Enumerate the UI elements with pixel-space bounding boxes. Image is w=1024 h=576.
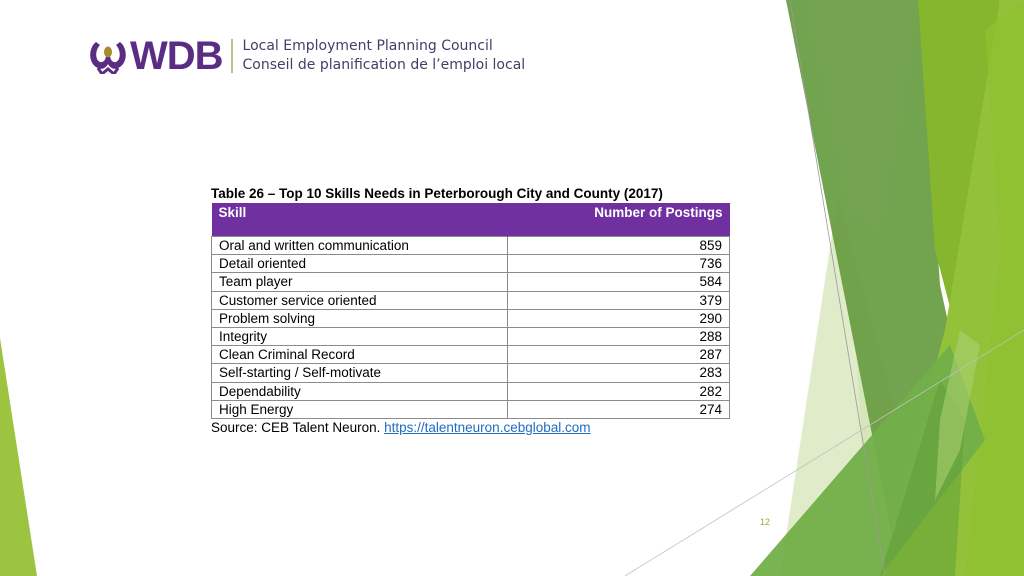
source-label: Source: CEB Talent Neuron.: [211, 419, 381, 435]
postings-cell: 736: [508, 255, 730, 273]
table-row: [212, 255, 730, 273]
table-row: [212, 237, 730, 255]
table-row: [212, 273, 730, 291]
postings-cell: 379: [508, 291, 730, 309]
postings-cell: 859: [508, 237, 730, 255]
skills-table: [211, 203, 730, 419]
column-header-skill: Skill: [212, 203, 508, 237]
postings-cell: 287: [508, 346, 730, 364]
wdb-logo-mark-icon: [88, 38, 128, 74]
postings-cell: 288: [508, 327, 730, 345]
postings-cell: 290: [508, 309, 730, 327]
table-caption: Table 26 – Top 10 Skills Needs in Peterborough City and County (2017): [211, 186, 663, 201]
skill-cell: High Energy: [212, 400, 508, 418]
logo-acronym: WDB: [130, 34, 223, 78]
wdb-logo: [88, 36, 525, 76]
source-link[interactable]: https://talentneuron.cebglobal.com: [384, 419, 591, 435]
org-name: [243, 37, 526, 75]
skill-cell: Team player: [212, 273, 508, 291]
table-row: [212, 382, 730, 400]
table-row: [212, 400, 730, 418]
skill-cell: Clean Criminal Record: [212, 346, 508, 364]
table-row: [212, 364, 730, 382]
org-name-french: Conseil de planification de l’emploi local: [242, 57, 526, 73]
slide-number: 12: [760, 517, 771, 527]
skills-table-section: [211, 184, 730, 435]
source-note: [211, 420, 730, 435]
postings-cell: 283: [508, 364, 730, 382]
skill-cell: Dependability: [212, 382, 508, 400]
skill-cell: Problem solving: [212, 309, 508, 327]
table-row: [212, 346, 730, 364]
skill-cell: Oral and written communication: [212, 237, 508, 255]
org-name-english: Local Employment Planning Council: [242, 38, 493, 54]
column-header-postings: Number of Postings: [508, 203, 730, 237]
skill-cell: Detail oriented: [212, 255, 508, 273]
table-row: [212, 291, 730, 309]
table-row: [212, 327, 730, 345]
skill-cell: Integrity: [212, 327, 508, 345]
postings-cell: 584: [508, 273, 730, 291]
postings-cell: 282: [508, 382, 730, 400]
logo-divider: [231, 39, 233, 73]
table-row: [212, 309, 730, 327]
skill-cell: Self-starting / Self-motivate: [212, 364, 508, 382]
postings-cell: 274: [508, 400, 730, 418]
skill-cell: Customer service oriented: [212, 291, 508, 309]
table-header-row: [212, 203, 730, 237]
